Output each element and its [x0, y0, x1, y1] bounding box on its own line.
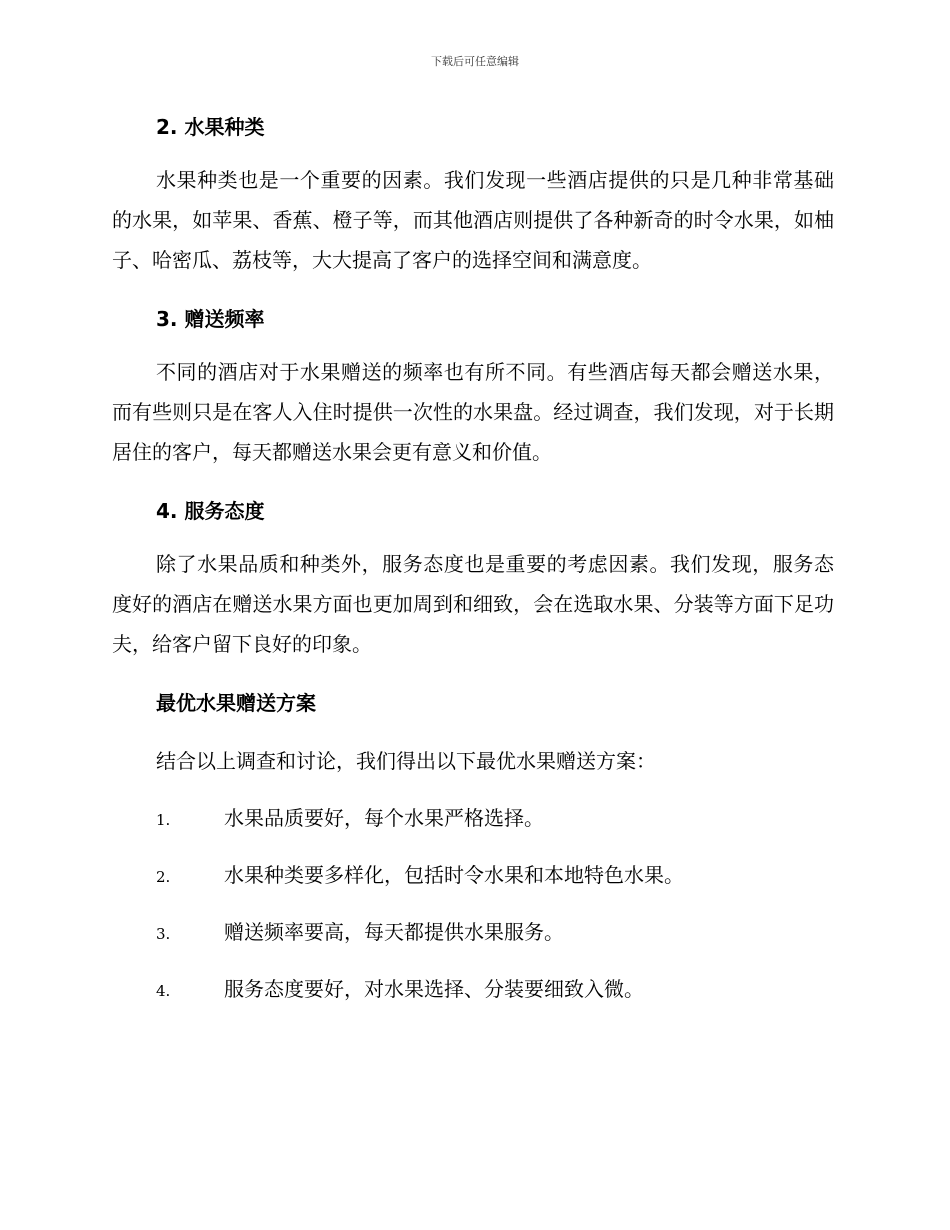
- list-item: [112, 860, 834, 890]
- list-item-text: 水果品质要好，每个水果严格选择。: [224, 806, 544, 830]
- section-paragraph: 除了水果品质和种类外，服务态度也是重要的考虑因素。我们发现，服务态度好的酒店在赠送水果方面也更加周到和细致，会在选取水果、分装等方面下足功夫，给客户留下良好的印象。: [112, 552, 834, 656]
- list-item-text: 服务态度要好，对水果选择、分装要细致入微。: [224, 977, 644, 1001]
- section-optimal-plan: [112, 688, 834, 1004]
- section-paragraph: 不同的酒店对于水果赠送的频率也有所不同。有些酒店每天都会赠送水果，而有些则只是在客人入住时提供一次性的水果盘。经过调查，我们发现，对于长期居住的客户，每天都赠送水果会更有意义和价值。: [112, 360, 834, 464]
- section-heading: 3. 赠送频率: [156, 307, 265, 331]
- plan-list: [112, 803, 834, 1004]
- list-item-text: 水果种类要多样化，包括时令水果和本地特色水果。: [224, 863, 684, 887]
- list-item-number: 1.: [156, 811, 171, 829]
- document-body: [112, 112, 834, 1004]
- list-item-number: 3.: [156, 925, 171, 943]
- list-item: [112, 917, 834, 947]
- list-item-number: 4.: [156, 982, 171, 1000]
- section-service-attitude: [112, 496, 834, 664]
- list-item-text: 赠送频率要高，每天都提供水果服务。: [224, 920, 564, 944]
- page-header-note: 下载后可任意编辑: [431, 55, 519, 68]
- list-item-number: 2.: [156, 868, 171, 886]
- section-paragraph: 水果种类也是一个重要的因素。我们发现一些酒店提供的只是几种非常基础的水果，如苹果、香蕉、橙子等，而其他酒店则提供了各种新奇的时令水果，如柚子、哈密瓜、荔枝等，大大提高了客户的选择空间和满意度。: [112, 168, 834, 272]
- list-item: [112, 803, 834, 833]
- section-heading: 2. 水果种类: [156, 115, 265, 139]
- section-heading: 最优水果赠送方案: [156, 691, 316, 715]
- section-heading: 4. 服务态度: [156, 499, 265, 523]
- section-fruit-variety: [112, 112, 834, 280]
- list-item: [112, 974, 834, 1004]
- plan-intro: 结合以上调查和讨论，我们得出以下最优水果赠送方案：: [156, 749, 656, 773]
- section-gift-frequency: [112, 304, 834, 472]
